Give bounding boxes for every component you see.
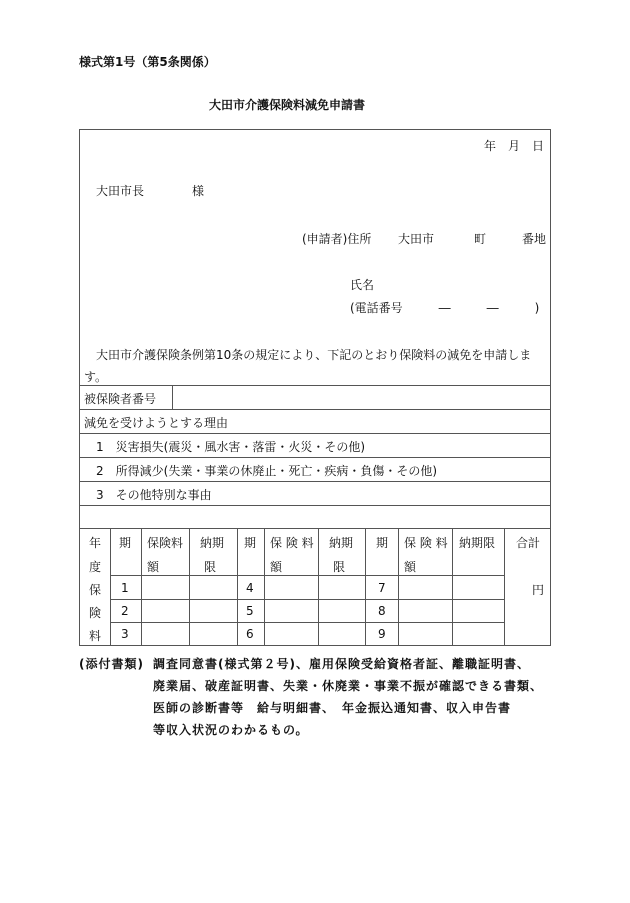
premium-header-2b: 額 xyxy=(270,560,283,574)
period-6: 6 xyxy=(246,627,254,641)
period-header-2: 期 xyxy=(244,536,257,550)
year-label-1: 年 xyxy=(89,536,102,550)
attachments-line-1: 調査同意書(様式第２号)、雇用保険受給資格者証、離職証明書、 xyxy=(153,657,530,671)
reason-option-1[interactable]: 1 災害損失(震災・風水害・落雷・火災・その他) xyxy=(96,440,365,454)
insured-number-label: 被保険者番号 xyxy=(84,392,157,406)
period-2: 2 xyxy=(121,604,129,618)
premium-header-2a: 保 険 料 xyxy=(270,536,314,550)
insured-number-input[interactable] xyxy=(174,387,548,407)
name-label: 氏名 xyxy=(350,278,375,292)
attachments-line-2: 廃業届、破産証明書、失業・休廃業・事業不振が確認できる書類、 xyxy=(153,679,544,693)
premium-header-1a: 保険料 xyxy=(147,536,184,550)
year-label-2: 度 xyxy=(89,560,102,574)
premium-vertical-1: 保 xyxy=(89,583,102,597)
total-header: 合計 xyxy=(516,536,541,550)
due-header-2b: 限 xyxy=(333,560,346,574)
phone-label: (電話番号 ― ― ) xyxy=(350,301,540,315)
period-8: 8 xyxy=(378,604,386,618)
form-number: 様式第1号（第5条関係） xyxy=(79,55,216,69)
period-9: 9 xyxy=(378,627,386,641)
date-field[interactable]: 年 月 日 xyxy=(484,139,545,153)
application-statement: 大田市介護保険条例第10条の規定により、下記のとおり保険料の減免を申請しま xyxy=(96,348,532,362)
period-5: 5 xyxy=(246,604,254,618)
premium-vertical-3: 料 xyxy=(89,629,102,643)
total-yen-unit: 円 xyxy=(532,583,545,597)
reason-label: 減免を受けようとする理由 xyxy=(84,416,229,430)
application-statement-cont: す。 xyxy=(84,370,108,384)
reason-option-3[interactable]: 3 その他特別な事由 xyxy=(96,488,212,502)
due-header-1b: 限 xyxy=(204,560,217,574)
period-1: 1 xyxy=(121,581,129,595)
attachments-line-3: 医師の診断書等 給与明細書、 年金振込通知書、収入申告書 xyxy=(153,701,512,715)
addressee: 大田市長 様 xyxy=(96,184,205,198)
period-7: 7 xyxy=(378,581,386,595)
applicant-address-label: (申請者)住所 xyxy=(302,232,372,246)
form-title: 大田市介護保険料減免申請書 xyxy=(209,98,366,112)
reason-option-2[interactable]: 2 所得減少(失業・事業の休廃止・死亡・疾病・負傷・その他) xyxy=(96,464,438,478)
premium-header-1b: 額 xyxy=(147,560,160,574)
premium-vertical-2: 険 xyxy=(89,606,102,620)
address-town: 町 xyxy=(474,232,487,246)
reason-detail-input[interactable] xyxy=(81,507,549,526)
address-banchi: 番地 xyxy=(522,232,547,246)
due-header-1a: 納期 xyxy=(200,536,225,550)
period-4: 4 xyxy=(246,581,254,595)
due-header-3: 納期限 xyxy=(459,536,496,550)
period-3: 3 xyxy=(121,627,129,641)
period-header-1: 期 xyxy=(119,536,132,550)
premium-header-3a: 保 険 料 xyxy=(404,536,448,550)
premium-header-3b: 額 xyxy=(404,560,417,574)
attachments-line-4: 等収入状況のわかるもの。 xyxy=(153,723,309,737)
period-header-3: 期 xyxy=(376,536,389,550)
due-header-2a: 納期 xyxy=(329,536,354,550)
attachments-label: (添付書類) xyxy=(79,657,144,671)
address-city: 大田市 xyxy=(398,232,435,246)
